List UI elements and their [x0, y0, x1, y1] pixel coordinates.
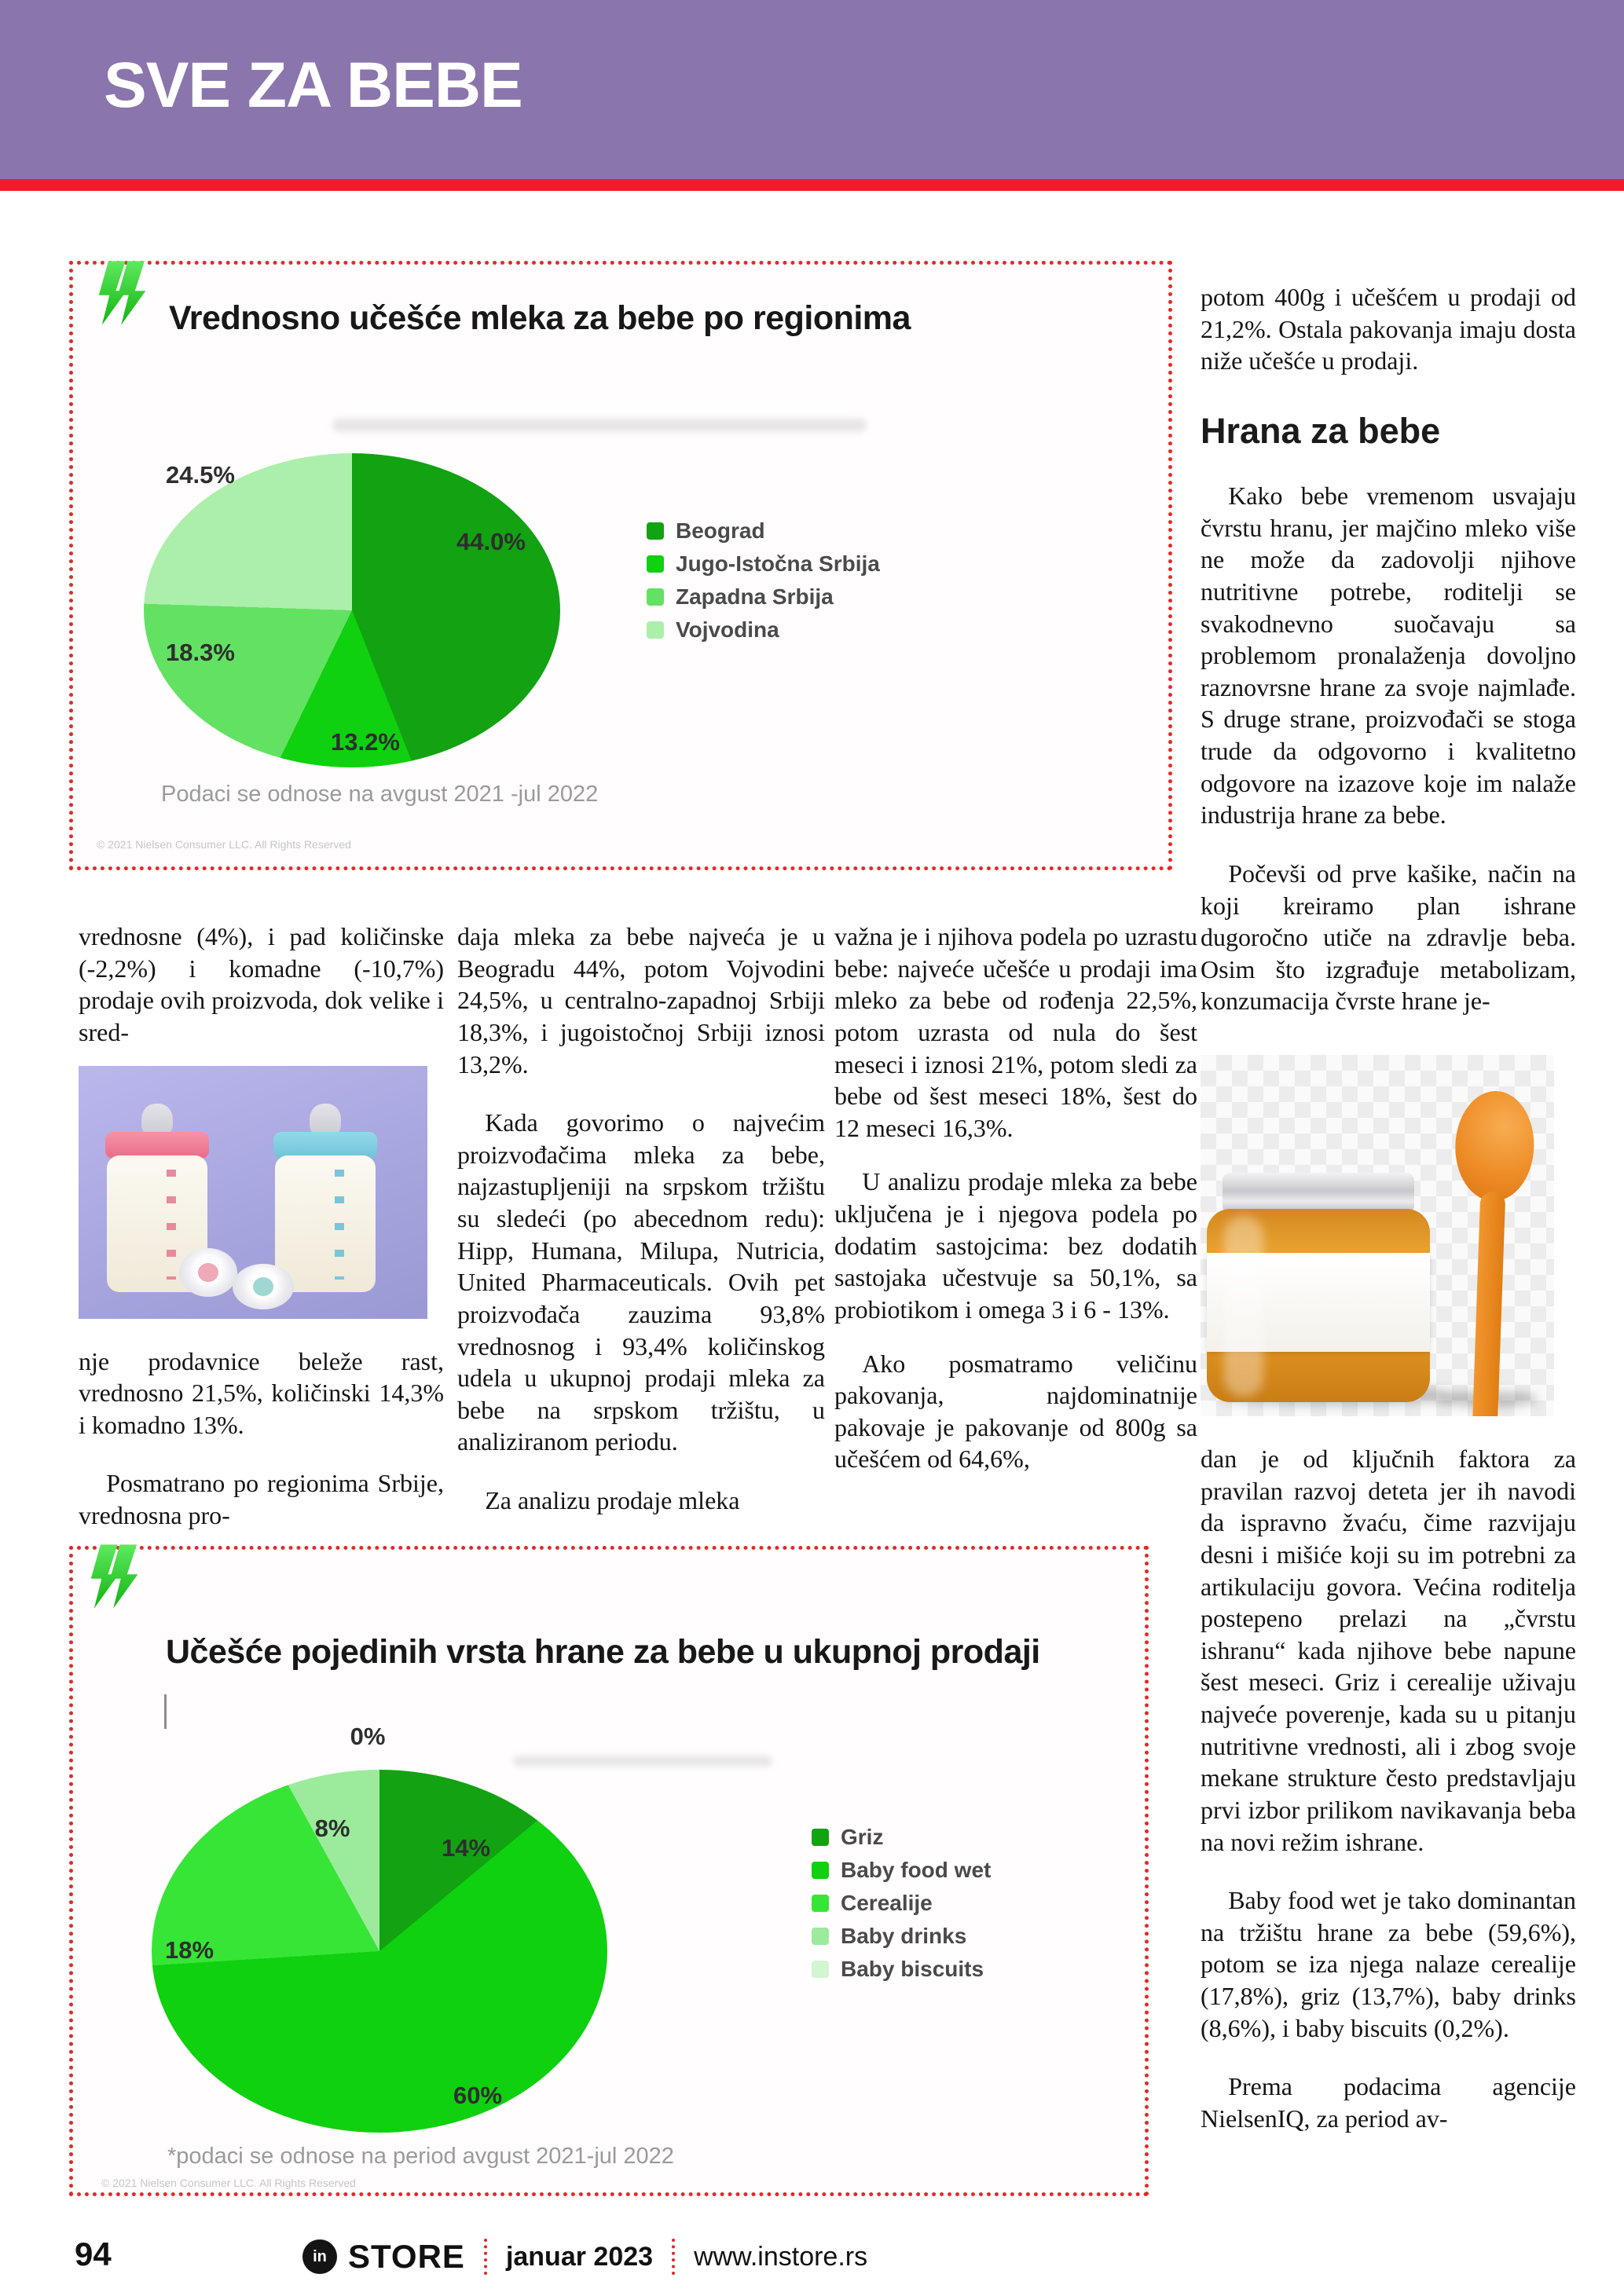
- text-column-3: [834, 921, 1197, 1475]
- instore-logo-icon: in: [302, 2239, 337, 2274]
- chart1-title: Vrednosno učešće mleka za bebe po regionima: [169, 299, 911, 337]
- legend-swatch: [812, 1862, 829, 1879]
- pie1-label-vojvodina: 24.5%: [166, 461, 235, 489]
- legend-item: [812, 1920, 991, 1953]
- spoon-handle: [1472, 1191, 1505, 1416]
- chart-box-food-types: [69, 1546, 1149, 2196]
- chart-box-milk-by-region: [69, 261, 1172, 870]
- chart1-caption: Podaci se odnose na avgust 2021 -jul 2022: [161, 782, 599, 807]
- paragraph: Ako posmatramo veličinu pakovanja, najdominatnije pakovaje je pakovanje od 800g sa učešćem od 64,6%,: [834, 1349, 1197, 1474]
- page-number: 94: [75, 2236, 112, 2272]
- bottle-scale-marks: [335, 1170, 344, 1280]
- section-heading: Hrana za bebe: [1201, 410, 1441, 451]
- paragraph: Posmatrano po regionima Srbije, vrednosna pro-: [79, 1469, 444, 1529]
- pacifier: [233, 1264, 294, 1309]
- pie2-label-babydrinks: 8%: [314, 1814, 350, 1842]
- paragraph: Kako bebe vremenom usvajaju čvrstu hranu, jer majčino mleko više ne može da zadovolji njihove nutritivne potrebe, roditelji se svakodnevno suočavaju sa problemom pronalaženja dovoljno raznovrsne hrane za svoje najmlađe. S druge strane, proizvođači se stoga trude da odgovorno i kvalitetno odgovore na izazove koje im nalaže industrija hrane za bebe.: [1201, 482, 1576, 829]
- legend-swatch: [647, 555, 664, 573]
- legend-item: [812, 1887, 991, 1920]
- legend-item: [647, 580, 880, 613]
- legend-label: Jugo-Istočna Srbija: [676, 551, 880, 576]
- bottle-collar: [105, 1132, 209, 1159]
- pie1-label-zapadna: 18.3%: [166, 639, 235, 666]
- legend-label: Griz: [841, 1825, 884, 1849]
- lightning-icon: [86, 1537, 152, 1616]
- legend-item: [812, 1821, 991, 1854]
- bottle-body: [275, 1155, 376, 1292]
- legend-label: Vojvodina: [676, 617, 779, 642]
- page-header: [0, 0, 1624, 179]
- text-column-4: [1201, 281, 1576, 2135]
- paragraph: nje prodavnice beleže rast, vrednosno 21,5%, količinski 14,3% i komadno 13%.: [79, 1346, 444, 1439]
- legend-item: [812, 1854, 991, 1887]
- legend-label: Baby biscuits: [841, 1957, 984, 1981]
- chart2-title: Učešće pojedinih vrsta hrane za bebe u ukupnoj prodaji: [166, 1633, 1040, 1671]
- paragraph: Kada govorimo o najvećim proizvođačima mleka za bebe, najzastupljeniji na srpskom tržištu su sledeći (po abecednom redu): Hipp, Humana, Milupa, Nutricia, United Pharmaceuticals. Ovih pet proizvođača zauzima 93,8% vrednosnog i 93,4% količinskog udela u ukupnoj prodaji mleka za bebe na srpskom tržištu, u analiziranom periodu.: [457, 1108, 825, 1456]
- text-column-1: [79, 921, 444, 1532]
- pie1-label-jugoistocna: 13.2%: [331, 728, 400, 756]
- legend-label: Zapadna Srbija: [676, 584, 834, 609]
- chart1-copyright: © 2021 Nielsen Consumer LLC. All Rights Reserved: [97, 838, 351, 851]
- footer-separator: [484, 2239, 487, 2275]
- pie1-label-beograd: 44.0%: [456, 528, 526, 555]
- legend-item: [647, 613, 880, 646]
- cursor-mark: [164, 1694, 167, 1729]
- legend-swatch: [647, 621, 664, 639]
- bottle-scale-marks: [167, 1170, 176, 1280]
- paragraph: daja mleka za bebe najveća je u Beogradu 44%, potom Vojvodini 24,5%, u centralno-zapadnoj Srbiji 18,3%, i jugoistočnoj Srbiji iznosi 13,2%.: [457, 922, 825, 1078]
- paragraph: važna je i njihova podela po uzrastu bebe: najveće učešće u prodaji ima mleko za bebe od rođenja 22,5%, potom uzrasta od nula do šest meseci i iznosi 21%, potom sledi za bebe od šest meseci 18%, šest do 12 meseci 16,3%.: [834, 922, 1197, 1142]
- spoon-bowl: [1454, 1089, 1536, 1202]
- baby-bottle-blue: [273, 1104, 377, 1292]
- footer-separator: [672, 2239, 675, 2275]
- lightning-icon: [93, 254, 159, 332]
- legend-item: [812, 1953, 991, 1986]
- paragraph: Prema podacima agencije NielsenIQ, za period av-: [1201, 2072, 1576, 2133]
- paragraph: dan je od ključnih faktora za pravilan razvoj deteta jer ih navodi da ispravno žvaću, čime razvijaju desni i mišiće koji su im potrebni za artikulaciju govora. Većina roditelja postepeno prelazi na „čvrstu ishranu“ kada njihove bebe napune šest meseci. Griz i cerealije uživaju najveće poverenje, kada su u pitanju nutritivne vrednosti, ali i zbog svoje mekane strukture često predstavljaju prvi izbor prilikom navikavanja beba na novi režim ishrane.: [1201, 1445, 1576, 1856]
- legend-label: Cerealije: [841, 1891, 933, 1915]
- website-url: www.instore.rs: [694, 2241, 868, 2272]
- pie2-label-babybiscuits: 0%: [350, 1723, 386, 1750]
- paragraph: potom 400g i učešćem u prodaji od 21,2%. Ostala pakovanja imaju dosta niže učešće u prodaji.: [1201, 283, 1576, 375]
- pie2-label-babyfoodwet: 60%: [453, 2082, 503, 2109]
- pie-chart-food-types: [152, 1770, 607, 2133]
- legend-label: Beograd: [676, 518, 765, 543]
- legend-label: Baby drinks: [841, 1924, 967, 1948]
- page-footer: [0, 2229, 1624, 2284]
- orange-spoon: [1443, 1089, 1541, 1399]
- pie2-label-cerealije: 18%: [164, 1936, 214, 1964]
- legend-swatch: [647, 588, 664, 606]
- legend-swatch: [812, 1895, 829, 1912]
- paragraph: Počevši od prve kašike, način na koji kreiramo plan ishrane dugoročno utiče na zdravlje beba. Osim što izgrađuje metabolizam, konzumacija čvrste hrane je-: [1201, 859, 1576, 1016]
- pie1-legend: [647, 514, 880, 646]
- jar-highlight: [1224, 1216, 1263, 1397]
- legend-swatch: [647, 522, 664, 540]
- page-title: SVE ZA BEBE: [104, 49, 522, 121]
- paragraph: Baby food wet je tako dominantan na tržištu hrane za bebe (59,6%), potom se iza njega nalaze cerealije (17,8%), griz (13,7%), baby drinks (8,6%), i baby biscuits (0,2%).: [1201, 1886, 1576, 2042]
- header-divider: [0, 179, 1624, 191]
- pacifier: [179, 1248, 237, 1297]
- chart2-copyright: © 2021 Nielsen Consumer LLC. All Rights Reserved: [101, 2177, 356, 2189]
- paragraph: U analizu prodaje mleka za bebe uključena je i njegova podela po dodatim sastojcima: bez dodatih sastojaka učestvuje sa 50,1%, sa probiotikom i omega 3 i 6 - 13%.: [834, 1167, 1197, 1324]
- pie2-label-griz: 14%: [441, 1834, 491, 1862]
- redacted-watermark: [332, 419, 867, 432]
- magazine-name: STORE: [348, 2238, 465, 2275]
- paragraph: vrednosne (4%), i pad količinske (-2,2%) i komadne (-10,7%) prodaje ovih proizvoda, dok velike i sred-: [79, 922, 444, 1046]
- chart2-caption: *podaci se odnose na period avgust 2021-jul 2022: [167, 2144, 674, 2169]
- baby-food-jar-photo: [1201, 1055, 1554, 1416]
- legend-swatch: [812, 1928, 829, 1945]
- text-column-2: [457, 921, 825, 1517]
- redacted-watermark: [513, 1756, 772, 1767]
- pie-chart-milk-regions: [144, 453, 560, 767]
- jar-lid: [1223, 1173, 1414, 1214]
- bottle-collar: [273, 1132, 377, 1159]
- pie2-legend: [812, 1821, 991, 1986]
- footer-info: [302, 2229, 867, 2284]
- legend-label: Baby food wet: [841, 1858, 992, 1882]
- baby-bottles-photo: [79, 1066, 427, 1319]
- legend-swatch: [812, 1829, 829, 1846]
- legend-item: [647, 514, 880, 547]
- legend-item: [647, 547, 880, 580]
- issue-date: januar 2023: [505, 2241, 654, 2272]
- legend-swatch: [812, 1961, 829, 1978]
- paragraph: Za analizu prodaje mleka: [485, 1486, 740, 1514]
